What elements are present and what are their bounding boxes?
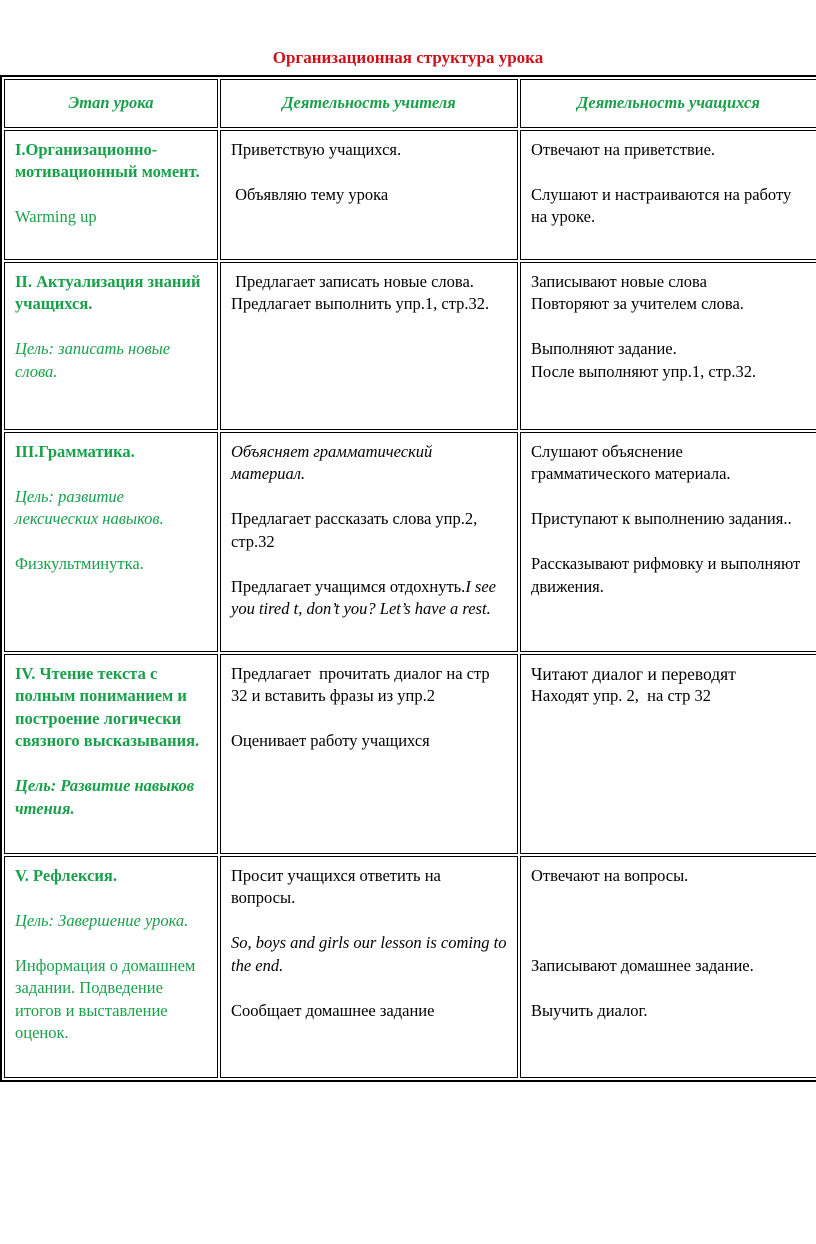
stage-extra: Информация о домашнем задании. Подведение итогов и выставление оценок. (15, 955, 196, 1042)
teacher-line: Сообщает домашнее задание (231, 1000, 435, 1020)
header-teacher: Деятельность учителя (220, 79, 518, 128)
teacher-line-text: Предлагает учащимся отдохнуть. (231, 576, 466, 596)
stage-cell (4, 856, 218, 1078)
teacher-line: Предлагает прочитать диалог на стр 32 и вставить фразы из упр.2 (231, 663, 494, 705)
stage-cell (4, 130, 218, 260)
stage-goal: Цель: Завершение урока. (15, 910, 189, 930)
students-line: Слушают объяснение грамматического материала. (531, 441, 731, 483)
stage-cell (4, 654, 218, 854)
teacher-line: Просит учащихся ответить на вопросы. (231, 865, 441, 907)
students-cell (520, 654, 816, 854)
teacher-line: Приветствую учащихся. (231, 139, 402, 159)
teacher-line: Объявляю тему урока (231, 184, 389, 204)
stage-goal: Цель: развитие лексических навыков. (15, 486, 164, 528)
stage-cell (4, 432, 218, 652)
stage-goal: Цель: записать новые слова. (15, 339, 171, 381)
students-cell (520, 856, 816, 1078)
lesson-structure-table (0, 75, 816, 1082)
table-row (4, 262, 816, 430)
stage-heading: I.Организационно-мотивационный момент. (15, 139, 200, 181)
students-cell (520, 130, 816, 260)
header-students: Деятельность учащихся (520, 79, 816, 128)
teacher-line: Оценивает работу учащихся (231, 731, 430, 750)
table-row (4, 432, 816, 652)
teacher-cell (220, 856, 518, 1078)
stage-heading: III.Грамматика. (15, 441, 135, 461)
students-line: Рассказывают рифмовку и выполняют движения. (531, 554, 801, 596)
teacher-cell (220, 654, 518, 854)
teacher-line: Объясняет грамматический материал. (231, 441, 433, 483)
teacher-line: Предлагает рассказать слова упр.2, стр.32 (231, 509, 478, 551)
teacher-english-phrase: So, boys and girls our lesson is coming to the end. (231, 933, 507, 975)
stage-goal: Цель: Развитие навыков чтения. (15, 776, 195, 818)
students-cell (520, 432, 816, 652)
teacher-line (231, 576, 507, 621)
table-row (4, 856, 816, 1078)
students-line: Отвечают на приветствие. (531, 139, 716, 159)
students-line: Повторяют за учителем слова. (531, 294, 744, 313)
stage-cell (4, 262, 218, 430)
students-line: Записывают новые слова (531, 271, 707, 291)
students-line: Читают диалог и переводят (531, 663, 736, 684)
table-row (4, 130, 816, 260)
students-line: Выполняют задание. (531, 339, 677, 358)
students-cell (520, 262, 816, 430)
students-line: Записывают домашнее задание. (531, 955, 754, 975)
stage-extra: Warming up (15, 207, 97, 226)
teacher-cell (220, 432, 518, 652)
students-line: Приступают к выполнению задания.. (531, 509, 792, 528)
table-row (4, 654, 816, 854)
stage-heading: IV. Чтение текста с полным пониманием и построение логически связного высказывания. (15, 663, 200, 750)
teacher-line: Предлагает выполнить упр.1, стр.32. (231, 294, 490, 313)
stage-heading: V. Рефлексия. (15, 865, 117, 885)
table-header-row (4, 79, 816, 128)
stage-extra: Физкультминутка. (15, 554, 144, 573)
students-line: Слушают и настраиваются на работу на уроке. (531, 184, 792, 226)
teacher-line: Предлагает записать новые слова. (231, 271, 474, 291)
teacher-cell (220, 130, 518, 260)
header-stage: Этап урока (4, 79, 218, 128)
stage-heading: II. Актуализация знаний учащихся. (15, 271, 201, 313)
students-line: Находят упр. 2, на стр 32 (531, 686, 712, 705)
teacher-cell (220, 262, 518, 430)
students-line: Выучить диалог. (531, 1000, 648, 1020)
students-line: После выполняют упр.1, стр.32. (531, 361, 757, 381)
students-line: Отвечают на вопросы. (531, 865, 689, 885)
page-title: Организационная структура урока (272, 48, 544, 67)
teacher-english-phrase: I see you tired t, don’t you? Let’s have a rest. (231, 576, 497, 618)
